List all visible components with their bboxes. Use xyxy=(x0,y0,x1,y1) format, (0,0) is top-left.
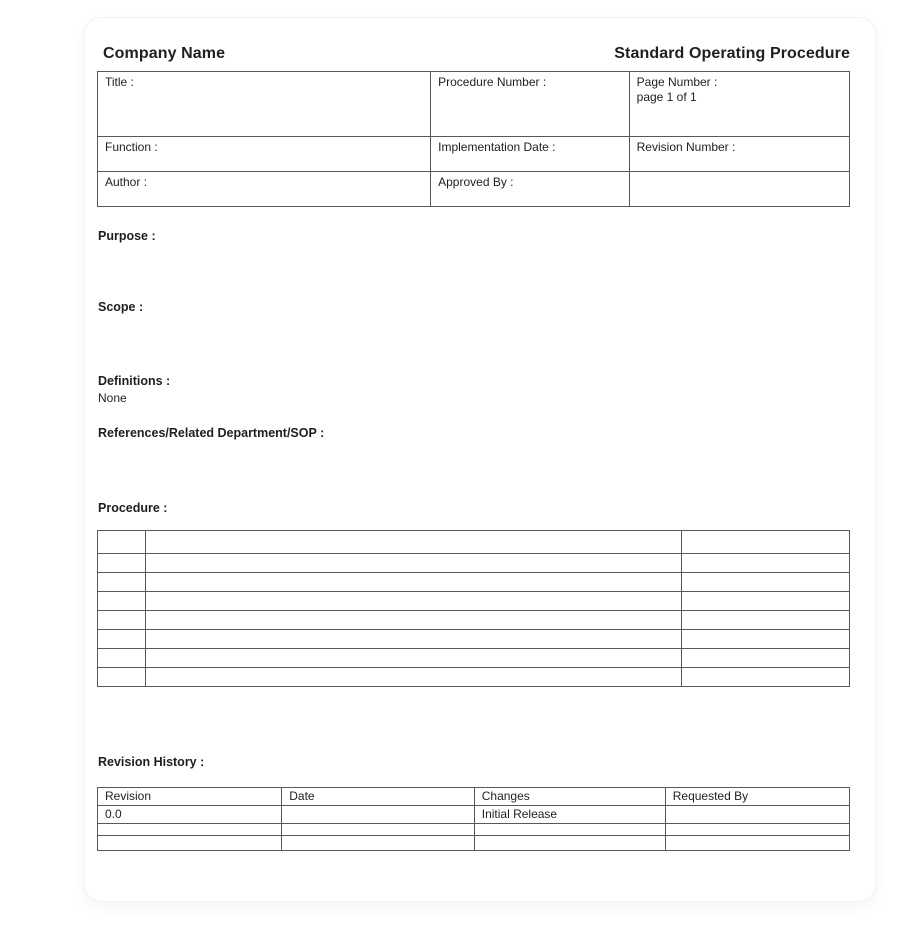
procedure-step-number-cell[interactable] xyxy=(98,611,146,630)
procedure-step-number-cell[interactable] xyxy=(98,573,146,592)
procedure-step-description-cell[interactable] xyxy=(146,531,682,554)
revision-value-cell[interactable]: 0.0 xyxy=(98,806,282,824)
revision-column-header: Revision xyxy=(98,788,282,806)
procedure-step-owner-cell[interactable] xyxy=(682,611,850,630)
procedure-table-row xyxy=(98,668,850,687)
procedure-step-number-cell[interactable] xyxy=(98,592,146,611)
page-number-label: Page Number : xyxy=(636,75,718,89)
procedure-step-owner-cell[interactable] xyxy=(682,630,850,649)
procedure-step-number-cell[interactable] xyxy=(98,554,146,573)
document-title: Standard Operating Procedure xyxy=(614,45,850,62)
revision-value-cell[interactable] xyxy=(98,824,282,836)
procedure-table-row xyxy=(98,592,850,611)
procedure-step-owner-cell[interactable] xyxy=(682,531,850,554)
date-value-cell[interactable] xyxy=(282,824,475,836)
procedure-step-owner-cell[interactable] xyxy=(682,554,850,573)
approved-by-cell[interactable] xyxy=(431,172,630,207)
author-cell[interactable] xyxy=(98,172,431,207)
procedure-step-description-cell[interactable] xyxy=(146,573,682,592)
procedure-step-number-cell[interactable] xyxy=(98,531,146,554)
company-name: Company Name xyxy=(103,45,226,62)
approved-by-label: Approved By : xyxy=(438,175,514,189)
implementation-date-label: Implementation Date : xyxy=(438,140,556,154)
requested-by-value-cell[interactable] xyxy=(665,836,849,851)
scope-section-label: Scope : xyxy=(98,300,144,314)
definitions-value: None xyxy=(98,391,127,405)
revision-value-cell[interactable] xyxy=(98,836,282,851)
procedure-section-label: Procedure : xyxy=(98,501,168,515)
procedure-table-row xyxy=(98,531,850,554)
procedure-step-owner-cell[interactable] xyxy=(682,573,850,592)
requested-by-value-cell[interactable] xyxy=(665,824,849,836)
procedure-number-label: Procedure Number : xyxy=(438,75,547,89)
revision-number-cell[interactable] xyxy=(629,137,849,172)
page-number-cell[interactable] xyxy=(629,72,849,137)
changes-value-cell[interactable] xyxy=(474,824,665,836)
procedure-table xyxy=(97,530,850,687)
implementation-date-cell[interactable] xyxy=(431,137,630,172)
info-row-2 xyxy=(98,137,850,172)
procedure-step-description-cell[interactable] xyxy=(146,649,682,668)
procedure-step-description-cell[interactable] xyxy=(146,630,682,649)
procedure-number-cell[interactable] xyxy=(431,72,630,137)
revision-table-row xyxy=(98,824,850,836)
sop-document-page xyxy=(85,18,875,901)
revision-history-section-label: Revision History : xyxy=(98,755,205,769)
procedure-table-row xyxy=(98,649,850,668)
changes-value-cell[interactable]: Initial Release xyxy=(474,806,665,824)
revision-history-table xyxy=(97,787,850,851)
procedure-table-row xyxy=(98,573,850,592)
requested-by-column-header: Requested By xyxy=(665,788,849,806)
definitions-section-label: Definitions : xyxy=(98,374,171,388)
procedure-table-row xyxy=(98,630,850,649)
procedure-step-owner-cell[interactable] xyxy=(682,649,850,668)
revision-table-header-row xyxy=(98,788,850,806)
date-value-cell[interactable] xyxy=(282,806,475,824)
procedure-step-description-cell[interactable] xyxy=(146,668,682,687)
revision-number-label: Revision Number : xyxy=(636,140,736,154)
date-value-cell[interactable] xyxy=(282,836,475,851)
references-section-label: References/Related Department/SOP : xyxy=(98,426,325,440)
procedure-step-number-cell[interactable] xyxy=(98,630,146,649)
empty-info-cell[interactable] xyxy=(629,172,849,207)
procedure-step-number-cell[interactable] xyxy=(98,649,146,668)
changes-column-header: Changes xyxy=(474,788,665,806)
document-info-table xyxy=(97,71,850,207)
purpose-section-label: Purpose : xyxy=(98,229,156,243)
page-number-value: page 1 of 1 xyxy=(636,90,697,104)
info-row-1 xyxy=(98,72,850,137)
procedure-step-description-cell[interactable] xyxy=(146,554,682,573)
author-label: Author : xyxy=(105,175,148,189)
requested-by-value-cell[interactable] xyxy=(665,806,849,824)
procedure-table-row xyxy=(98,554,850,573)
procedure-step-description-cell[interactable] xyxy=(146,592,682,611)
date-column-header: Date xyxy=(282,788,475,806)
procedure-step-number-cell[interactable] xyxy=(98,668,146,687)
title-label: Title : xyxy=(105,75,134,89)
procedure-step-description-cell[interactable] xyxy=(146,611,682,630)
function-label: Function : xyxy=(105,140,158,154)
function-cell[interactable] xyxy=(98,137,431,172)
procedure-table-row xyxy=(98,611,850,630)
revision-table-row xyxy=(98,806,850,824)
revision-table-row xyxy=(98,836,850,851)
document-header xyxy=(97,45,850,63)
procedure-step-owner-cell[interactable] xyxy=(682,668,850,687)
procedure-step-owner-cell[interactable] xyxy=(682,592,850,611)
changes-value-cell[interactable] xyxy=(474,836,665,851)
info-row-3 xyxy=(98,172,850,207)
title-cell[interactable] xyxy=(98,72,431,137)
